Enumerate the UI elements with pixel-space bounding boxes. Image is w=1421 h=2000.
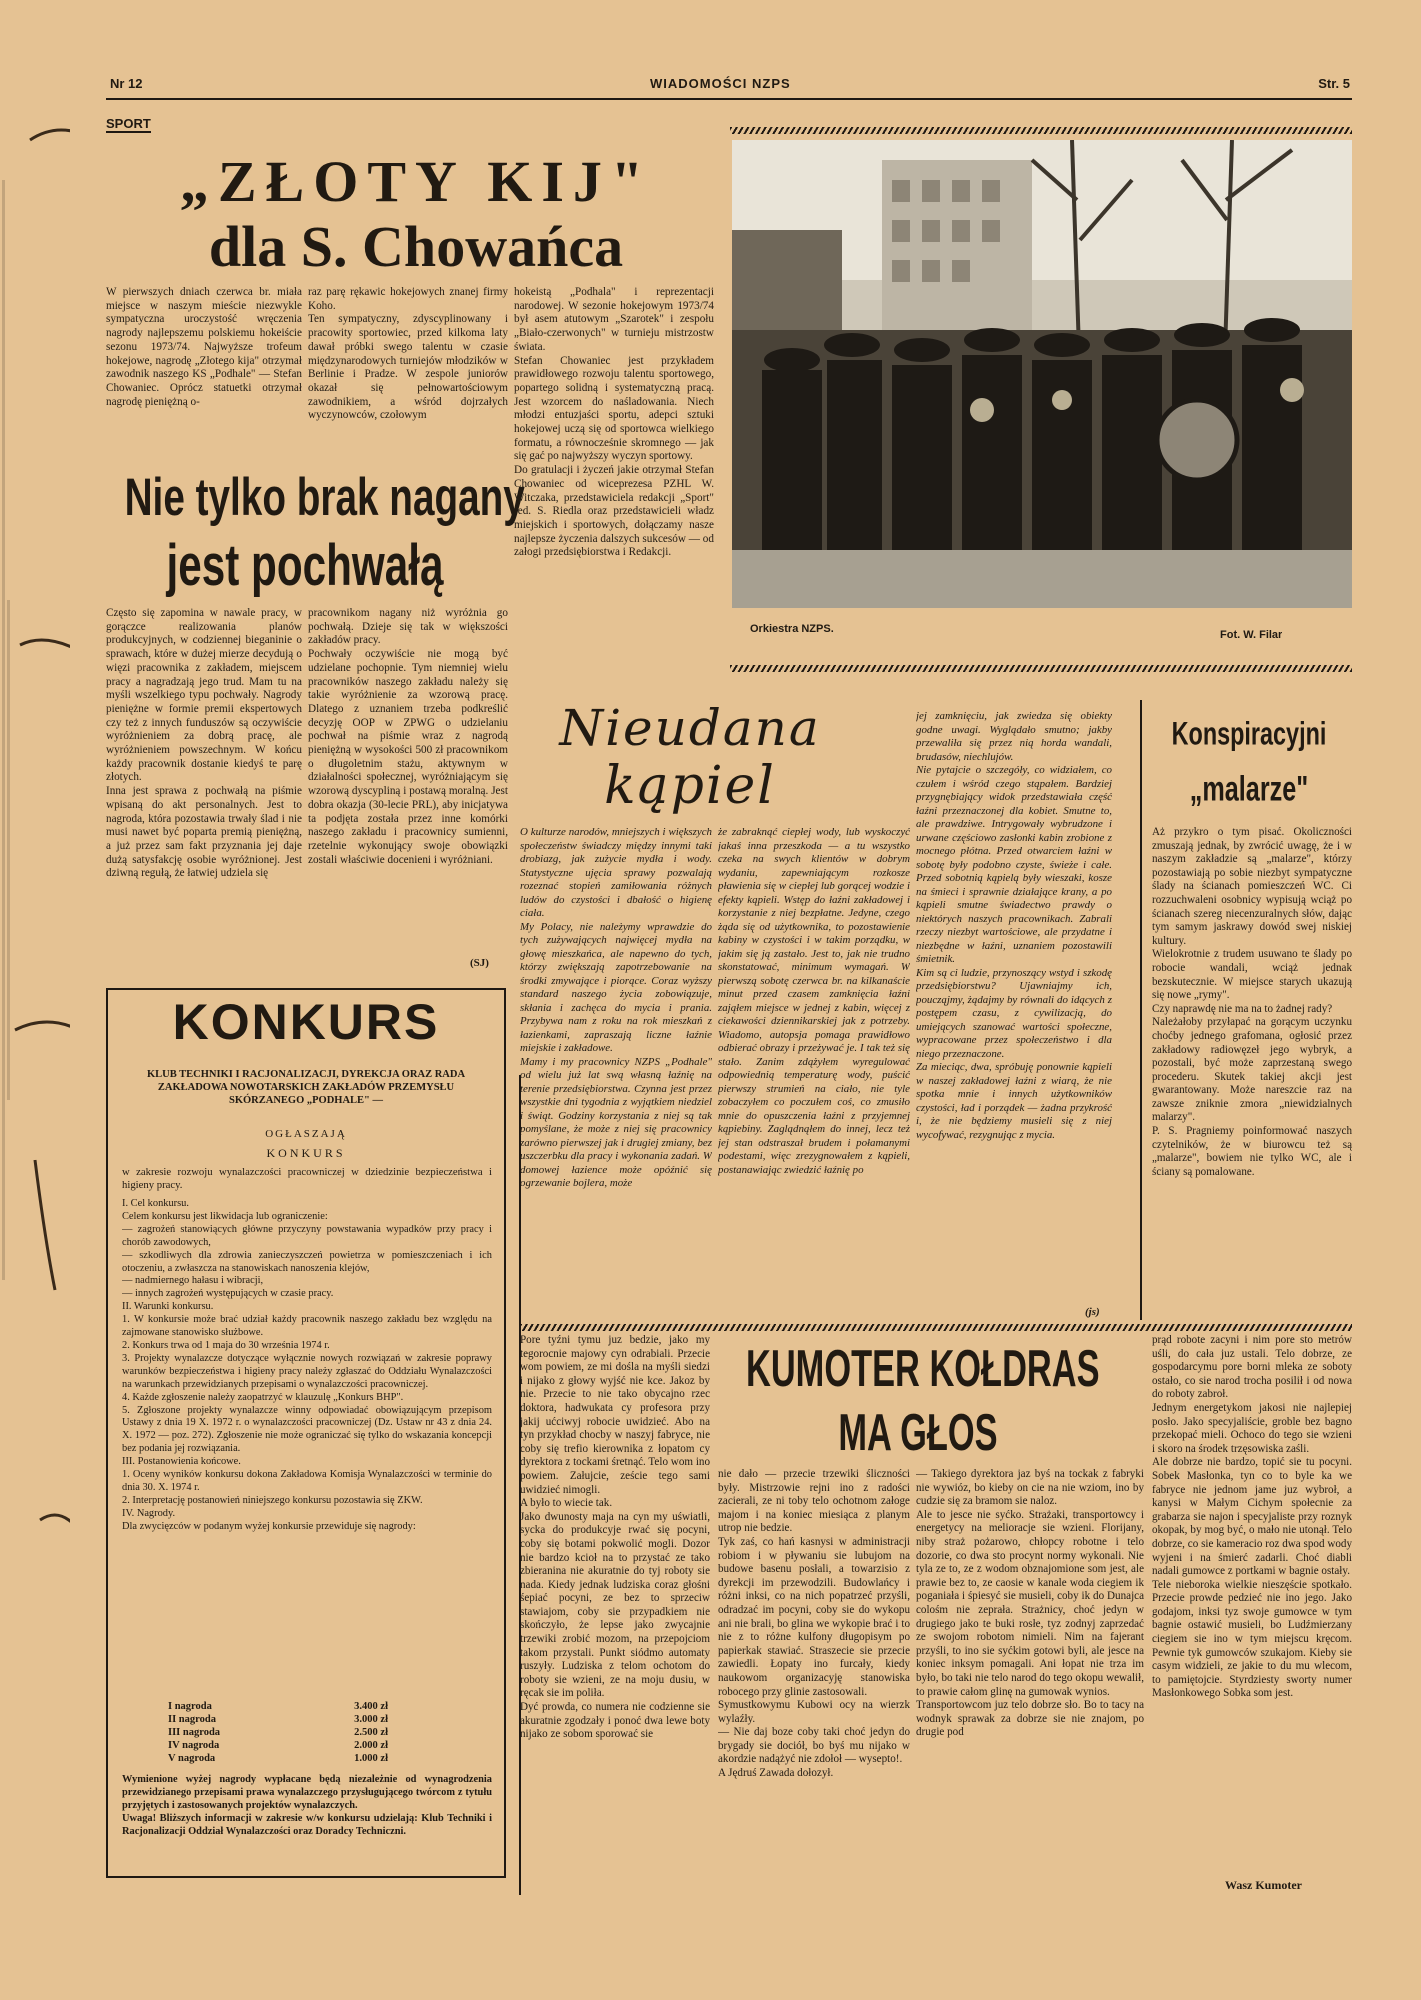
article-text: W pierwszych dniach czerwca br. miała miejsce w naszym mieście niezwykle sympatyczna uroczystość wręczenia nagrody najlepszemu polskiemu hokeiście sezonu 1973/74. Najwyższe trofeum hokejowe, nagrodę „Złotego kija" otrzymał zawodnik naszego KS „Podhale" — Stefan Chowaniec. Oprócz statuetki otrzymał nagrodę pieniężną o-: [106, 286, 302, 408]
prize-table: [168, 1700, 388, 1772]
article-text: Często się zapomina w nawale pracy, w gorączce realizowania planów produkcyjnych, w codziennej bieganinie o sprawach, które w dużej mierze decydują o więzi pracownika z zakładem, miejscem pracy a nagradzają jego trud. Mam tu na myśli wszelkiego typu pochwały. Nagrody pieniężne w formie premii ekspertowych czy też z innych funduszów są oczywiście wyróżnieniem za dobrą pracę, ale wyróżnieniem powszechnym. W końcu każdy pracownik dostanie kiedyś te parę złotych. Inna jest sprawa z pochwałą na piśmie wpisaną do akt personalnych. Jest to nagroda, która pozostawia trwały ślad i nie musi nawet być poparta premią pieniężną, a już przez sam fakt przyznania jej daje dużą satysfakcję osobie wyróżnionej. Jest dziwną regułą, że łatwiej udziela się: [106, 607, 302, 880]
article-text: — Takiego dyrektora jaz byś na tockak z fabryki nie wywióz, bo kieby on cie na nie wziom, ino by cudzie się za bramom sie naloz. Ale to jesce nie syćko. Strażaki, transportowcy i energetycy na melioracje sie wzieni. Florijany, niby straż pożarowo, chłopcy robotne i telo dozorie, co dwa sto procynt normy wykonali. Nie tyla ze to, ze z wodom obznajomione som jest, ale prawie bez to, ze caosie w kanale woda ciegiem ik poganiała i śpiesyć sie musieli, coby ik do Dunajca colośm nie zeprała. Strażnicy, choć jedyn w drugiego jako te buki rosłe, tyz zodnyj zaprzedać ze swojom robotom nimieli. Nim na fajerant przyśli, to ino sie syćkim gotowi byli, ale jesce na koniec inksym pomagali. Ani łopat nie trza im było, bo taki nie telo narod do tego okopu wewalił, to prawie całom glinę na gumowak wynios. Transportowcom juz telo dobrze sło. Bo to tacy na wodnyk sprawak za dobrze sie nie znajom, po drugie pod: [916, 1468, 1144, 1739]
headline-kapiel: kąpiel: [604, 756, 776, 816]
konkurs-intro: w zakresie rozwoju wynalazczości pracowniczej w dziedzinie bezpieczeństwa i higieny pracy.: [122, 1166, 492, 1191]
article-text: prąd robote zacyni i nim pore sto metrów uśli, do cała juz ustali. Telo dobrze, ze gospodarcymu pore borni mleka ze soboty ostało, co sie narod trocha posilił i od nowa do roboty zabroł. Jednym energetykom jakosi nie najlepiej posło. Jako specyjaliście, groble bez bagno przekopać mieli. Ochoco do tego sie wzieni i skoro na środek trzęsowiska zaśli. Ale dobrze nie bardzo, topić sie tu pocyni. Sobek Masłonka, tyn co to byle ka we fabryce nie jednom jame juz wybroł, a kanysi w Małym Cichym społecnie za grabarza sie najon i specyjaliste przy roznyk okopak, by mog być, o mało nie utonął. Telo dobrze, co sie kameracio roz dwa spod wody wyjeni i na śmierć zadarli. Choć diabli nadali gumowce z portkami w bagnie ostały. Tele nieboroka wielkie nieszęście spotkało. Przecie prowde pedzieć nie ino jego. Jako godajom, inksi tyz swoje gumowce w tym bagnie ostawić musieli, bo Ludźmierzany ciegiem sie ino w tym miejscu kręcom. Pewnie tyk gumowców szukajom. Kieby sie casym widzieli, ze jakie to du mu wlecom, to pamiętojcie. Styrdziesty sworty numer Masłonkowego Sobka som jest.: [1152, 1334, 1352, 1700]
prize-row: [168, 1700, 388, 1713]
article-text: jej zamknięciu, jak zwiedza się obiekty godne uwagi. Wyglądało smutno; jakby przewaliła się przez nią horda wandali, brudasów, niechlujów. Nie pytajcie o szczegóły, co widziałem, co czułem i wśród czego stąpałem. Bardziej przygnębiający widok przedstawiała część łaźni przeznaczonej dla kobiet. Smutne to, ale prawdziwe. Intrygowały wybrudzone i urwane częściowo zasłonki kabin zrobione z mocnego płótna. Przed otwarciem łaźni w sobotę były podobno czyste, świeże i całe. Przed sobotnią kąpielą były wieszaki, kosze na śmieci i sprawnie działające krany, a po kąpieli smutne świadectwo prawdy o niektórych naszych pracownikach. Zabrali rzeczy niezbyt wartościowe, ale przydatne i niezbędne w łaźni, uznaniem pozostawili śmietnik. Kim są ci ludzie, przynoszący wstyd i szkodę przedsiębiorstwu? Ujawniajmy ich, poucząjmy, żądajmy by równali do idących z postępem czasu, z cywilizacją, do umiejących szanować wartości społeczne, wypracowane przez społeczeństwo i dla niego przeznaczone. Za mieciąc, dwa, spróbuję ponownie kąpieli w naszej zakładowej łaźni z wiarą, że nie spotka mnie i innych użytkowników czystości, ład i porządek — żadna przykrość i, że nie będziemy musieli się z niej wycofywać, rezygnując z mycia.: [916, 710, 1112, 1141]
signature: Wasz Kumoter: [1225, 1878, 1302, 1892]
prize-row: [168, 1726, 388, 1739]
konkurs-rules: I. Cel konkursu. Celem konkursu jest likwidacja lub ograniczenie: — zagrożeń stanowiących główne przyczyny powstawania wypadków przy pracy i chorób zawodowych, — szkodliwych dla zdrowia zanieczyszczeń powietrza w pomieszczeniach i ich otoczeniu, a zwłaszcza na stanowiskach nanoszenia klejów, — nadmiernego hałasu i wibracji, — innych zagrożeń występujących w czasie pracy. II. Warunki konkursu. 1. W konkursie może brać udział każdy pracownik naszego zakładu bez względu na zajmowane stanowisko służbowe. 2. Konkurs trwa od 1 maja do 30 września 1974 r. 3. Projekty wynalazcze dotyczące wyłącznie nowych rozwiązań w zakresie poprawy warunków bezpieczeństwa i higieny pracy należy zgłaszać do Oddziału Wynalazczości na warunkach przewidzianych przepisami o wynalazczości pracowniczej. 4. Każde zgłoszenie należy zaopatrzyć w klauzulę „Konkurs BHP". 5. Zgłoszone projekty wynalazcze winny odpowiadać obowiązującym przepisom Ustawy z dnia 19 X. 1972 r. o wynalazczości pracowniczej (Dz. Ustaw nr 43 z dnia 24. X. 1972 — poz. 272). Zgłoszenie nie może ograniczać się tylko do wskazania koncepcji bez podania jej rozwiązania. III. Postanowienia końcowe. 1. Oceny wyników konkursu dokona Zakładowa Komisja Wynalazczości w terminie do dnia 30. X. 1974 r. 2. Interpretację postanowień niniejszego konkursu pozostawia się ZKW. IV. Nagrody. Dla zwycięzców w podanym wyżej konkursie przewiduje się nagrody:: [122, 1198, 492, 1532]
prize-name: II nagroda: [168, 1714, 216, 1725]
divider: [520, 1324, 1352, 1331]
article-text: hokeistą „Podhala" i reprezentacji narodowej. W sezonie hokejowym 1973/74 był asem atutowym „Szarotek" i zespołu „Biało-czerwonych" w turnieju mistrzostw świata. Stefan Chowaniec jest przykładem prawidłowego rozwoju talentu sportowego, popartego solidną i systematyczną pracą. Jest wzorcem do naśladowania. Niech młodzi entuzjaści sportu, adepci sztuki hokejowej uczą się od sportowca wielkiego formatu, a równocześnie skromnego — jak się gać po najwyższy wyczyn sportowy. Do gratulacji i życzeń jakie otrzymał Stefan Chowaniec od wiceprezesa PZHL W. Witczaka, przedstawiciela redakcji „Sport" red. S. Riedla oraz przedstawicieli władz miejskich i sportowych, dołączamy nasze najlepsze życzenia dalszych sukcesów — od załogi przedsiębiorstwa i Redakcji.: [514, 286, 714, 559]
binding-string: [40, 1515, 70, 1560]
page-number: Str. 5: [1318, 76, 1350, 91]
section-label: SPORT: [106, 116, 151, 131]
prize-amount: 2.500 zł: [354, 1727, 388, 1738]
binding-string: [20, 640, 70, 660]
header-rule: [106, 98, 1352, 100]
article-text: pracownikom nagany niż wyróżnia go pochwałą. Dzieje się tak w większości zakładów pracy. Pochwały oczywiście nie mogą być udzielane pochopnie. Tym niemniej wielu pracowników naszego zakładu należy się takie wyróżnienie za wzorową pracę. Dlatego z uznaniem trzeba podkreślić decyzję OOP w ZPWG o udzielaniu pochwał na piśmie wraz z nagrodą pieniężną w wysokości 500 zł pracownikom o długoletnim stażu, aktywnym w działalności społecznej, wyróżniającym się wzorową dyscypliną i postawą moralną. Jest dobra okazja (30-lecie PRL), aby inicjatywa ta podjęta została przez inne komórki naszego zakładu i pracownicy sumienni, rzetelnie wykonujący swoje obowiązki zostali właściwie docenieni i wyróżniani.: [308, 607, 508, 866]
prize-name: I nagroda: [168, 1701, 212, 1712]
signature: (SJ): [470, 957, 489, 969]
konkurs-subtitle: KONKURS: [266, 1146, 346, 1160]
prize-name: V nagroda: [168, 1753, 216, 1764]
prize-name: IV nagroda: [168, 1740, 220, 1751]
article-text: Pore tyźni tymu juz bedzie, jako my tegorocnie majowy cyn odrabiali. Przecie wom powiem, ze mi dośla na myśli siedzi i nijako z głowy wyjść nie kce. Jakoz by nie. Przecie to nie tako obycajno rzec doktora, hadwukata cy profesora przy jakij ućciwyj robocie uwidzieć. Abo na tyn przykład chocby w naszyj fabryce, nie coby się trefio kierownika z łopatom cy dyrektora z tockami śretnąć. Telo wom ino powiem. Załujcie, zeście tego sami uwidzieć nimogli. A było to wiecie tak. Jako dwunosty maja na cyn my uświatli, sycka do produkcyje rwać się pocyni, coby się botami pokwolić mogli. Dozor nie bardzo kcioł na to przystać ze tako zbieranina nie akuratnie do tyj roboty sie nada. Kiedy jednak ludziska coraz głośni śepiać pocyni, ze bez to sprzeciw stawiajom, coby sie przypadkiem nie skończyło, że lepse jako zwycajnie trzewiki zrobić mozom, na przepojciom takom przystali. Punkt siódmo automaty ruszyły. Ludziska z telom ochotom do roboty sie wzieni, ze na moju dusiu, w ręcak sie im poliła. Dyć prowda, co numera nie codzienne sie akuratnie zgodzały i ponoć dwa lewe boty nijako ze sobom sporować sie: [520, 1334, 710, 1741]
headline-kumoter: KUMOTER KOŁDRAS: [746, 1340, 1100, 1398]
article-text: raz parę rękawic hokejowych znanej firmy Koho. Ten sympatyczny, zdyscyplinowany i pracowity sportowiec, przed kilkoma laty dawał próbki swego talentu w czasie międzynarodowych turniejów młodzików w Berlinie i Pradze. W zespole juniorów okazał się pełnowartościowym zawodnikiem, a wśród dojrzałych wyczynowców, czołowym: [308, 286, 508, 422]
headline-pochwala: jest pochwałą: [166, 533, 444, 599]
prize-amount: 3.000 zł: [354, 1714, 388, 1725]
divider: [730, 127, 1352, 134]
prize-row: [168, 1752, 388, 1765]
headline-nieudana: Nieudana: [559, 700, 821, 756]
konkurs-organizers: KLUB TECHNIKI I RACJONALIZACJI, DYREKCJA ORAZ RADA ZAKŁADOWA NOWOTARSKICH ZAKŁADÓW PRZEMYSŁU SKÓRZANEGO „PODHALE" —: [146, 1069, 466, 1106]
headline-konspiracyjni: Konspiracyjni: [1171, 714, 1327, 752]
article-text: Aż przykro o tym pisać. Okoliczności zmuszają jednak, by zwrócić uwagę, że i w naszym zakładzie są „malarze", którzy pozostawiają po sobie niezbyt sympatyczne ślady na ścianach pomieszczeń WC. Ci rozzuchwaleni osobnicy wypisują wciąż po ścianach szereg niecenzuralnych słów, dając tym samym jaskrawy dowód swej niskiej kultury. Wielokrotnie z trudem usuwano te ślady po robocie wandali, wciąż jednak bezskutecznie. W miejsce starych ukazują się nowe „rymy". Czy naprawdę nie ma na to żadnej rady? Należałoby przyłapać na gorącym uczynku choćby jednego grafomana, ogłosić przez zakładowy radiowęzeł jego wybryk, a pozostali, być może zaprzestaną swego procederu. Skutek takiej akcji jest gwarantowany. Może nareszcie raz na zawsze zniknie zmora „niewidzialnych malarzy". P. S. Pragniemy poinformować naszych czytelników, że w biurowcu też są „malarze", bowiem nie tylko WC, ale i ściany są pomalowane.: [1152, 826, 1352, 1178]
konkurs-box: [106, 988, 506, 1878]
konkurs-announce: OGŁASZAJĄ: [265, 1128, 347, 1140]
prize-amount: 3.400 zł: [354, 1701, 388, 1712]
article-text: że zabraknąć ciepłej wody, lub wyskoczyć jakaś inna przeszkoda — a tu wszystko czeka na swych klientów w dobrym wydaniu, zapewniającym rozkosze pławienia się w ciepłej lub gorącej wodzie i efekty kąpieli. Wstęp do łaźni zakładowej i korzystanie z niej bezpłatne. Jedyne, czego żąda się od użytkownika, to pozostawienie kabiny w czystości i w takim porządku, w jakim się ją zastało. Jest to, jak nie trudno skonstatować, minimum wymagań. W pierwszą sobotę czerwca br. na kilkanaście minut przed czasem zamknięcia łaźni zająłem miejsce w jednej z kabin, więcej z ciekawości dziennikarskiej jak z potrzeby. Wiadomo, autopsja pomaga prawidłowo odbierać obrazy i przeżywać je. I tak też się stało. Zanim zdążyłem wyregulować odpowiednią temperaturę wody, puścić pierwszy strumień na ciało, nie tyle zobaczyłem co poczułem coś, co zmusiło mnie do opuszczenia łaźni z przyjemnej kąpiebiny. Zaglądnąłem do innej, lecz też jej stan odstraszał brudem i połamanymi podestami, więc zrezygnowałem z kąpieli, postanawiając zwiedzić łaźnię po: [718, 826, 910, 1176]
divider: [730, 665, 1352, 672]
binding-string: [15, 1022, 70, 1040]
photo-orchestra: [732, 140, 1352, 608]
prize-amount: 1.000 zł: [354, 1753, 388, 1764]
headline-zloty-kij: „ZŁOTY KIJ": [179, 150, 653, 214]
prize-name: III nagroda: [168, 1727, 221, 1738]
headline-malarze: „malarze": [1189, 769, 1309, 808]
headline-ma-glos: MA GŁOS: [838, 1404, 998, 1462]
article-text: nie dało — przecie trzewiki śliczności były. Mistrzowie rejni ino z radości zacierali, ze ni toby telo ochotnom załoge majom i na koniec miesiąca z planym utrop nie bedzie. Tyk zaś, co hań kasnysi w administracji robiom i w pływaniu sie lubujom na budowe basenu posłali, a towarzisio z dyrekcji im przewodzili. Budowlańcy i różni inksi, co na nich popatrzeć przyśli, odradzać im pocyni, coby sie do wykopu ani nie brali, bo glina we wykopie brać i to nie z to różne kulfony długopisym po papierkak stawiać. Straszecie sie przecie zawiedli. Łopaty ino furcały, kiedy naukowom organizacyję stanowiska robocego przy glinie zastosowali. Symustkowymu Kubowi ocy na wierzk wylaźły. — Nie daj boze coby taki choć jedyn do brygady sie dociół, bo byś mu nijako w akordzie nadążyć nie zdołoł — wysepto!. A Jędruś Zawada dołozył.: [718, 1468, 910, 1780]
binding-string: [30, 130, 70, 140]
binding-string: [35, 1160, 55, 1290]
konkurs-title: KONKURS: [172, 994, 440, 1050]
article-text: O kulturze narodów, mniejszych i większych społeczeństw świadczy między innymi taki drobiazg, jak zużycie mydła i wody. Statystyczne ujęcia sprawy pozwalają rozeznać stopień zamiłowania różnych ludów do czystości i dbałość o higienę ciała. My Polacy, nie należymy wprawdzie do tych zużywających najwięcej mydła na głowę mieszkańca, ale napewno do tych, którzy zwiększają zapotrzebowanie na środki zmywające i piorące. Coraz wyższy standard naszego życia zobowiązuje, skłania i zachęca do mycia i prania. Przybywa nam z roku na rok mieszkań z łazienkami, zapraszają liczne łaźnie miejskie i zakładowe. Mamy i my pracownicy NZPS „Podhale" od wielu już lat swą własną łaźnię na terenie przedsiębiorstwa. Czynna jest przez wszystkie dni tygodnia z wyjątkiem niedziel i świąt. Godziny korzystania z niej są tak pomyślane, że może z niej się pracownicy zarówno pierwszej jak i drugiej zmiany, bez uszczerbku dla pracy i wykonania zadań. W domowej łazience może opóźnić się ogrzewanie bojlera, może: [520, 826, 712, 1189]
konkurs-footer: Wymienione wyżej nagrody wypłacane będą niezależnie od wynagrodzenia przewidzianego przepisami prawa wynalazczego przysługującego twórcom z tytułu przyjętych i zastosowanych projektów wynalazczych. Uwaga! Bliższych informacji w zakresie w/w konkursu udzielają: Klub Techniki i Racjonalizacji Oddział Wynalazczości oraz Doradcy Techniczni.: [122, 1774, 492, 1837]
headline-chowaniec: dla S. Chowańca: [208, 215, 624, 279]
prize-row: [168, 1713, 388, 1726]
signature: (js): [1085, 1306, 1100, 1318]
binding-margin: [0, 0, 70, 2000]
prize-row: [168, 1739, 388, 1752]
prize-amount: 2.000 zł: [354, 1740, 388, 1751]
newspaper-title: WIADOMOŚCI NZPS: [650, 76, 791, 91]
issue-number: Nr 12: [110, 76, 143, 91]
photo-caption: Orkiestra NZPS.: [750, 623, 834, 635]
divider: [1140, 700, 1142, 1320]
headline-nie-tylko: Nie tylko brak nagany: [124, 468, 525, 527]
photo-credit: Fot. W. Filar: [1220, 629, 1283, 641]
